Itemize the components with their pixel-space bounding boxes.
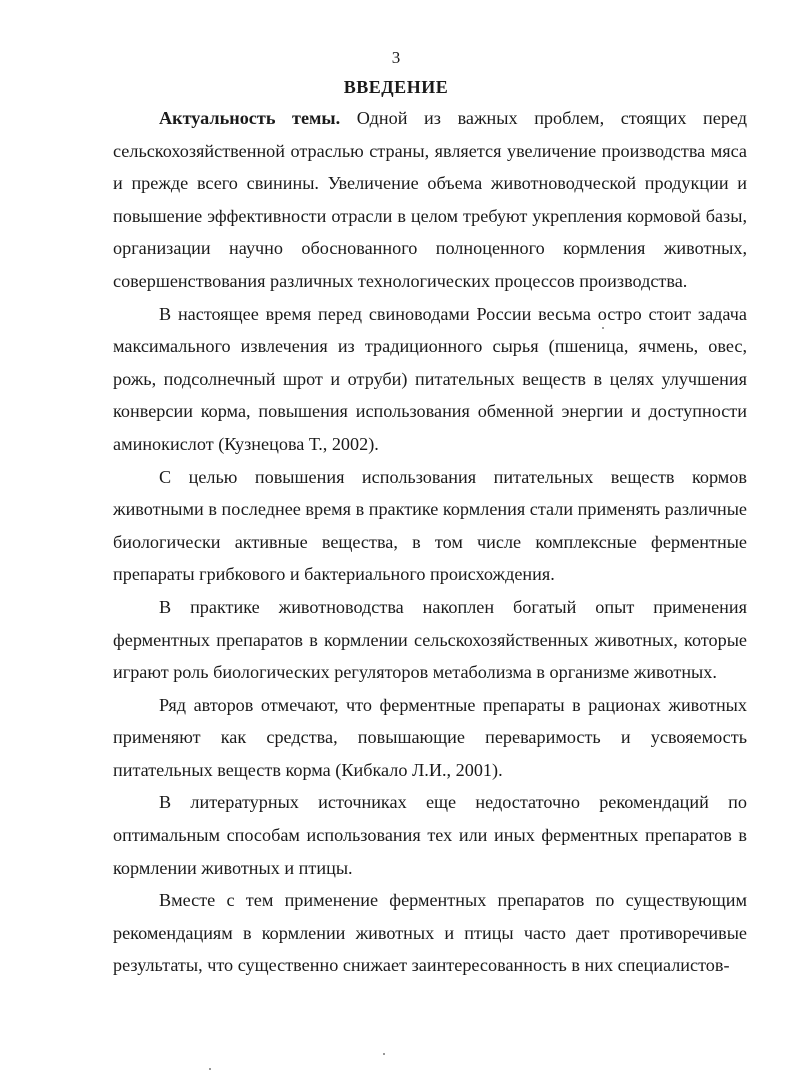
scan-speck bbox=[209, 1068, 211, 1070]
paragraph: В литературных источниках еще недостаточно рекомендаций по оптимальным способам использования тех или иных ферментных препаратов в кормлении животных и птицы. bbox=[113, 792, 747, 878]
page-number: 3 bbox=[391, 48, 401, 67]
paragraph: Вместе с тем применение ферментных препаратов по существующим рекомендациям в кормлении животных и птицы часто дает противоречивые результаты, что существенно снижает заинтересованность в них специалистов- bbox=[113, 890, 747, 976]
paragraph: С целью повышения использования питательных веществ кормов животными в последнее время в практике кормления стали применять различные биологически активные вещества, в том числе комплексные ферментные препараты грибкового и бактериального происхождения. bbox=[113, 466, 747, 585]
scan-speck bbox=[383, 1053, 385, 1055]
paragraph: В практике животноводства накоплен богатый опыт применения ферментных препаратов в кормлении сельскохозяйственных животных, которые играют роль биологических регуляторов метаболизма в организме животных. bbox=[113, 596, 747, 683]
paragraph-lead: Актуальность темы. bbox=[159, 108, 341, 128]
section-heading: ВВЕДЕНИЕ bbox=[343, 77, 449, 97]
paragraph-text: Одной из важных проблем, стоящих перед сельскохозяйственной отраслью страны, является увеличение производства мяса и прежде всего свинины. Увеличение объема животноводческой продукции и повышение эффективности отрасли в целом требуют укрепления кормовой базы, организации научно обоснованного полноценного кормления животных, совершенствования различных технологических процессов производства. bbox=[113, 108, 748, 291]
body-text bbox=[113, 102, 747, 982]
paragraph: Ряд авторов отмечают, что ферментные препараты в рационах животных применяют как средства, повышающие переваримость и усвояемость питательных веществ корма (Кибкало Л.И., 2001). bbox=[113, 694, 747, 780]
scan-speck bbox=[602, 327, 604, 329]
paragraph: В настоящее время перед свиноводами России весьма остро стоит задача максимального извлечения из традиционного сырья (пшеница, ячмень, овес, рожь, подсолнечный шрот и отруби) питательных веществ в целях улучшения конверсии корма, повышения использования обменной энергии и доступности аминокислот (Кузнецова Т., 2002). bbox=[113, 303, 747, 454]
paragraph-relevance bbox=[113, 102, 747, 298]
